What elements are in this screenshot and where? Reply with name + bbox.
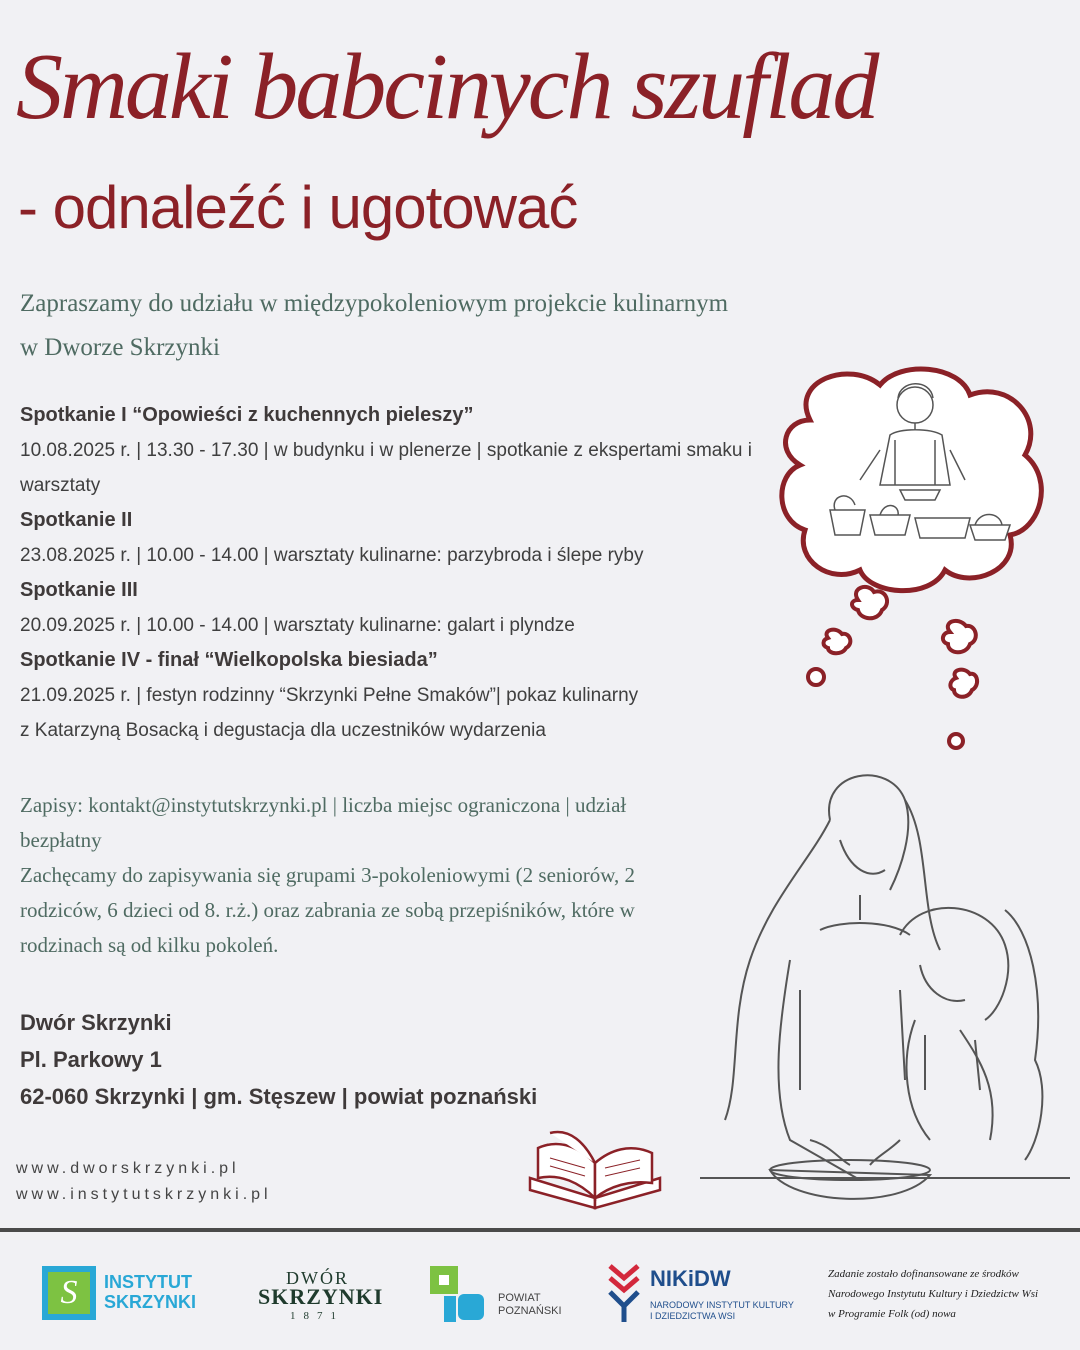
dwor-logo-small: DWÓR bbox=[286, 1268, 349, 1288]
address-street: Pl. Parkowy 1 bbox=[20, 1047, 162, 1072]
nikidw-logo-name: NIKiDW bbox=[650, 1266, 731, 1291]
event-1-title: Spotkanie I “Opowieści z kuchennych pieleszy” bbox=[20, 404, 474, 426]
open-book-illustration bbox=[520, 1128, 670, 1218]
registration-info bbox=[20, 788, 680, 963]
subtitle: - odnaleźć i ugotować bbox=[18, 174, 578, 241]
thought-bubble-illustration bbox=[770, 360, 1050, 760]
event-1-desc: 10.08.2025 r. | 13.30 - 17.30 | w budynku i w plenerze | spotkanie z ekspertami smaku i warsztaty bbox=[20, 440, 752, 496]
event-3-title: Spotkanie III bbox=[20, 579, 138, 601]
registration-line-1: Zapisy: kontakt@instytutskrzynki.pl | liczba miejsc ograniczona | udział bezpłatny bbox=[20, 793, 627, 852]
instytut-skrzynki-logo-icon: S bbox=[42, 1266, 96, 1320]
dwor-logo-year: 1871 bbox=[290, 1310, 344, 1322]
powiat-logo-text: POWIAT POZNAŃSKI bbox=[498, 1292, 562, 1317]
powiat-logo-icon bbox=[430, 1266, 490, 1326]
nikidw-logo-icon bbox=[606, 1262, 642, 1324]
intro-line-1: Zapraszamy do udziału w międzypokoleniowym projekcie kulinarnym bbox=[20, 290, 729, 317]
event-2-title: Spotkanie II bbox=[20, 509, 133, 531]
nikidw-logo-subtitle: NARODOWY INSTYTUT KULTURY I DZIEDZICTWA WSI bbox=[650, 1300, 794, 1321]
event-4-title: Spotkanie IV - finał “Wielkopolska biesiada” bbox=[20, 649, 438, 671]
event-3-desc: 20.09.2025 r. | 10.00 - 14.00 | warsztaty kulinarne: galart i plyndze bbox=[20, 615, 575, 636]
intro-text bbox=[20, 282, 820, 370]
address-city: 62-060 Skrzynki | gm. Stęszew | powiat poznański bbox=[20, 1084, 538, 1109]
websites bbox=[16, 1156, 272, 1208]
address-name: Dwór Skrzynki bbox=[20, 1010, 172, 1035]
dwor-logo-name: SKRZYNKI bbox=[258, 1284, 384, 1309]
website-link-dworskrzynki[interactable]: www.dworskrzynki.pl bbox=[16, 1160, 240, 1177]
address-block bbox=[20, 1004, 537, 1115]
event-4-desc-line-2: z Katarzyną Bosacką i degustacja dla uczestników wydarzenia bbox=[20, 720, 546, 741]
registration-line-2: Zachęcamy do zapisywania się grupami 3-pokoleniowymi (2 seniorów, 2 rodziców, 6 dzieci od 8. r.ż.) oraz zabrania ze sobą przepiśników, które w rodzinach są od kilku pokoleń. bbox=[20, 863, 636, 957]
main-title: Smaki babcinych szuflad bbox=[16, 35, 877, 139]
intro-line-2: w Dworze Skrzynki bbox=[20, 334, 220, 361]
funding-note: Zadanie zostało dofinansowane ze środków Narodowego Instytutu Kultury i Dziedzictw Wsi w Programie Folk (od) nowa bbox=[828, 1268, 1039, 1320]
website-link-instytutskrzynki[interactable]: www.instytutskrzynki.pl bbox=[16, 1186, 272, 1203]
event-2-desc: 23.08.2025 r. | 10.00 - 14.00 | warsztaty kulinarne: parzybroda i ślepe ryby bbox=[20, 545, 644, 566]
event-4-desc-line-1: 21.09.2025 r. | festyn rodzinny “Skrzynki Pełne Smaków”| pokaz kulinarny bbox=[20, 685, 639, 706]
instytut-skrzynki-logo-text: INSTYTUT SKRZYNKI bbox=[104, 1272, 197, 1312]
events-list bbox=[20, 398, 780, 748]
footer-divider bbox=[0, 1228, 1080, 1232]
mother-daughter-illustration bbox=[700, 760, 1070, 1210]
